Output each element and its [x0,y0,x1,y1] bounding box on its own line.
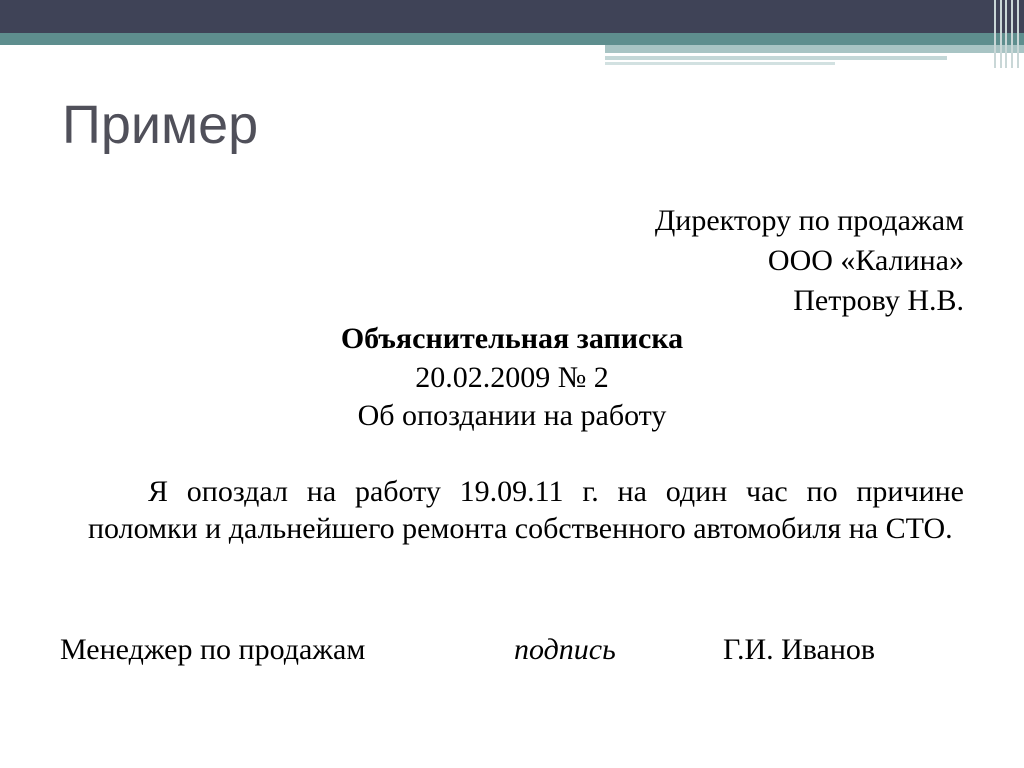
signer-name: Г.И. Иванов [723,633,876,666]
document-type: Объяснительная записка [340,322,684,355]
signer-position: Менеджер по продажам [60,633,366,666]
signature-row [60,630,960,670]
addressee-block [655,201,964,321]
header-accent-line [605,62,835,65]
header-band-dark [0,0,1024,33]
header-accent-line [605,56,947,60]
addressee-line: ООО «Калина» [767,244,964,277]
signature-placeholder: подпись [514,633,616,666]
header-accent-line [605,45,1024,53]
document-body: Я опоздал на работу 19.09.11 г. на один час по причине поломки и дальнейшего ремонта собственного автомобиля на СТО. [88,475,964,545]
document-subject: Об опоздании на работу [357,399,667,432]
slide-title: Пример [62,95,259,155]
header-band-teal [0,33,1024,45]
document-date-number: 20.02.2009 № 2 [415,361,609,394]
addressee-line: Директору по продажам [654,204,964,237]
addressee-line: Петрову Н.В. [793,284,964,317]
header-vertical-lines [990,0,1024,68]
